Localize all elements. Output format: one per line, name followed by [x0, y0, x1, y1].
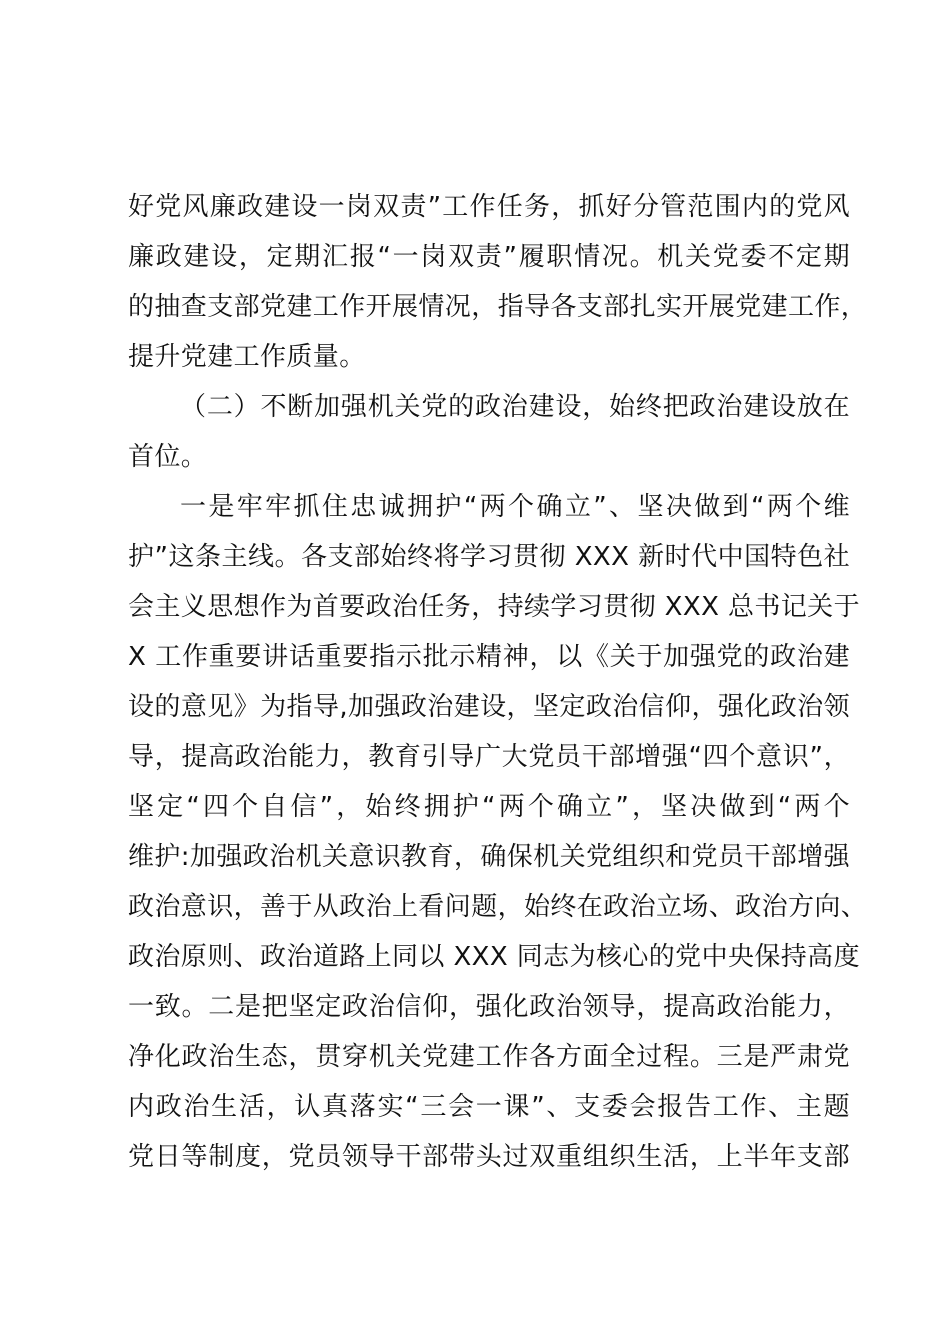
- text-line: 好党风廉政建设一岗双责”工作任务，抓好分管范围内的党风: [128, 192, 850, 222]
- text-line: 设的意见》为指导,加强政治建设，坚定政治信仰，强化政治领: [128, 692, 850, 722]
- text-line: 政治意识，善于从政治上看问题，始终在政治立场、政治方向、: [128, 892, 868, 922]
- text-line: 的抽查支部党建工作开展情况，指导各支部扎实开展党建工作，: [128, 292, 868, 322]
- text-line: 内政治生活，认真落实“三会一课”、支委会报告工作、主题: [128, 1092, 850, 1122]
- section-heading: （二）不断加强机关党的政治建设，始终把政治建设放在: [180, 392, 850, 422]
- text-line: 坚定“四个自信”，始终拥护“两个确立”，坚决做到“两个: [128, 792, 850, 822]
- text-line: 一是牢牢抓住忠诚拥护“两个确立”、坚决做到“两个维: [180, 492, 850, 522]
- text-line: 党日等制度，党员领导干部带头过双重组织生活，上半年支部: [128, 1142, 850, 1172]
- text-line: 护”这条主线。各支部始终将学习贯彻 XXX 新时代中国特色社: [128, 542, 850, 572]
- text-line: 提升党建工作质量。: [128, 342, 366, 372]
- text-line: 会主义思想作为首要政治任务，持续学习贯彻 XXX 总书记关于: [128, 592, 860, 622]
- text-line: 维护:加强政治机关意识教育，确保机关党组织和党员干部增强: [128, 842, 850, 872]
- text-line: 一致。二是把坚定政治信仰，强化政治领导，提高政治能力，: [128, 992, 850, 1022]
- text-line: 导，提高政治能力，教育引导广大党员干部增强“四个意识”，: [128, 742, 850, 772]
- body-text: [128, 182, 868, 1182]
- text-line: 首位。: [128, 442, 208, 472]
- text-line: 廉政建设，定期汇报“一岗双责”履职情况。机关党委不定期: [128, 242, 850, 272]
- text-line: X 工作重要讲话重要指示批示精神，以《关于加强党的政治建: [128, 642, 850, 672]
- text-line: 政治原则、政治道路上同以 XXX 同志为核心的党中央保持高度: [128, 942, 860, 972]
- text-line: 净化政治生态，贯穿机关党建工作各方面全过程。三是严肃党: [128, 1042, 850, 1072]
